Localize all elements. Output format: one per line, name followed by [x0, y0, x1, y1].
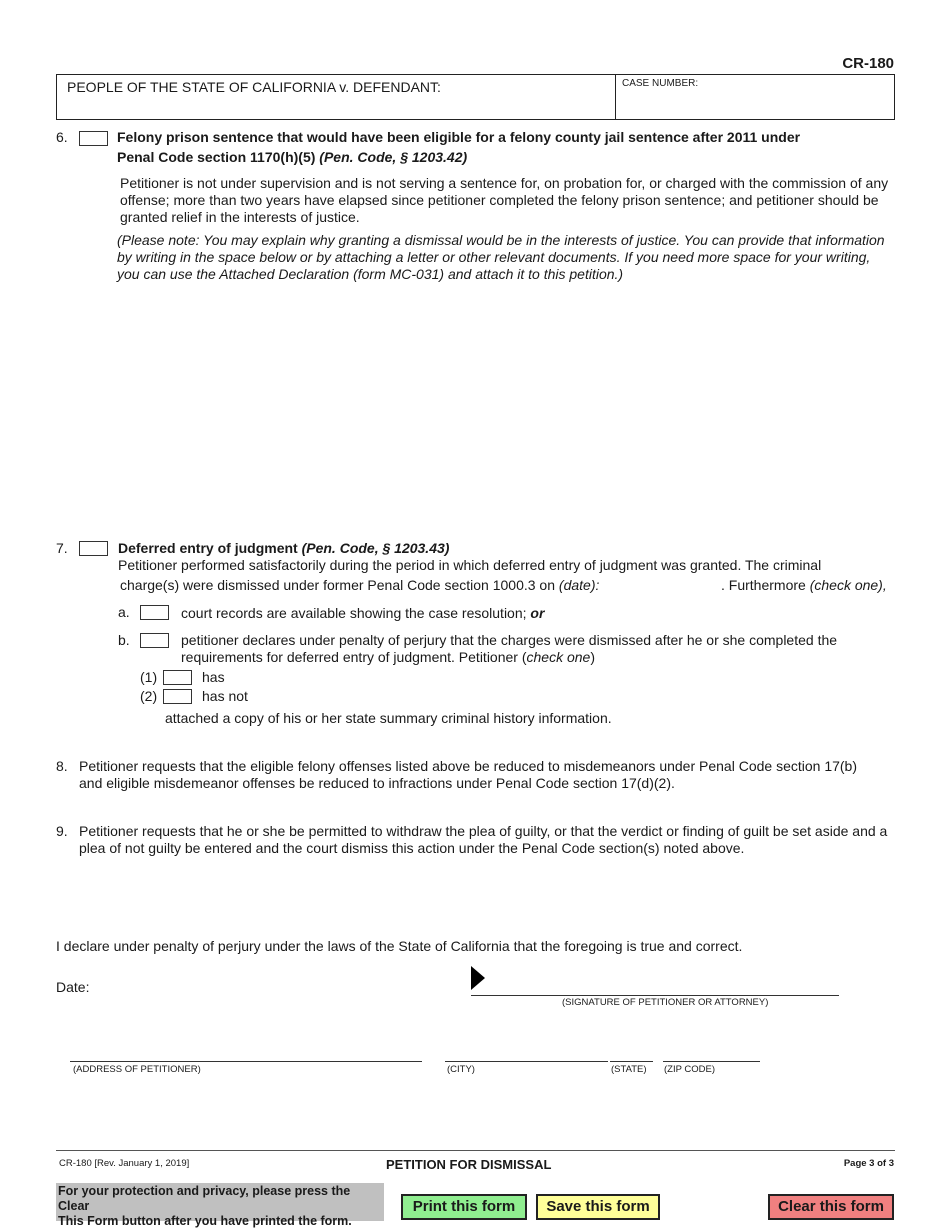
item6-body-l2: offense; more than two years have elapsed since petitioner completed the felony prison sentence; and petitioner should be [120, 192, 879, 208]
opt1-number: (1) [140, 669, 158, 685]
caption-parties: PEOPLE OF THE STATE OF CALIFORNIA v. DEFENDANT: [67, 79, 441, 95]
caption-divider [615, 75, 616, 119]
case-caption-box [56, 74, 895, 120]
address-line [70, 1061, 422, 1062]
item6-note-l2: by writing in the space below or by attaching a letter or other relevant documents. If you need more space for your writing, [117, 249, 871, 265]
item7a-text-main: court records are available showing the case resolution; [181, 605, 527, 621]
item7a-label: a. [118, 604, 130, 620]
zip-label: (ZIP CODE) [664, 1064, 716, 1075]
item7-body-l2a [120, 577, 599, 593]
page-number: Page 3 of 3 [843, 1158, 894, 1169]
item7-number: 7. [56, 540, 68, 556]
item6-title-code: Penal Code section 1170(h)(5) [117, 149, 316, 165]
has-not-checkbox[interactable] [163, 689, 192, 704]
item6-note-l3: you can use the Attached Declaration (form MC-031) and attach it to this petition.) [117, 266, 624, 282]
item7-title-cite: (Pen. Code, § 1203.43) [301, 540, 450, 556]
clear-button[interactable]: Clear this form [768, 1194, 894, 1220]
city-field[interactable] [445, 1040, 608, 1060]
item8-number: 8. [56, 758, 68, 774]
opt2-text: has not [202, 688, 248, 704]
item6-note-l1: (Please note: You may explain why granting a dismissal would be in the interests of justice. You can provide that information [117, 232, 885, 248]
zip-line [663, 1061, 760, 1062]
item6-title-line1: Felony prison sentence that would have been eligible for a felony county jail sentence after 2011 under [117, 129, 801, 145]
item9-l1: Petitioner requests that he or she be permitted to withdraw the plea of guilty, or that the verdict or finding of guilt be set aside and a [79, 823, 888, 839]
form-id: CR-180 [842, 55, 894, 72]
privacy-line1: For your protection and privacy, please press the Clear [58, 1184, 351, 1213]
item7b-close-paren: ) [590, 649, 596, 665]
item8-l2: and eligible misdemeanor offenses be reduced to infractions under Penal Code section 17(d)(2). [79, 775, 675, 791]
item7-date-field[interactable] [605, 574, 720, 594]
city-label: (CITY) [447, 1064, 475, 1075]
item6-body-l1: Petitioner is not under supervision and is not serving a sentence for, on probation for, or charged with the commission of any [120, 175, 889, 191]
privacy-notice [56, 1183, 384, 1228]
item6-title-line2 [117, 149, 467, 165]
item7-body-l1: Petitioner performed satisfactorily during the period in which deferred entry of judgment was granted. The criminal [118, 557, 822, 573]
item6-number: 6. [56, 129, 68, 145]
print-button[interactable]: Print this form [401, 1194, 527, 1220]
item8-l1: Petitioner requests that the eligible felony offenses listed above be reduced to misdemeanors under Penal Code section 17(b) [79, 758, 857, 774]
item7-body-l2b [721, 577, 887, 593]
item7-furthermore: . Furthermore [721, 577, 806, 593]
signature-label: (SIGNATURE OF PETITIONER OR ATTORNEY) [562, 997, 769, 1008]
save-button[interactable]: Save this form [536, 1194, 660, 1220]
item7-dismissed-text: charge(s) were dismissed under former Penal Code section 1000.3 on [120, 577, 556, 593]
date-field[interactable] [100, 975, 430, 997]
address-field[interactable] [70, 1040, 422, 1060]
footer-rule [56, 1150, 895, 1151]
address-label: (ADDRESS OF PETITIONER) [73, 1064, 201, 1075]
case-number-label: CASE NUMBER: [622, 78, 699, 89]
item7-check-one: (check one), [809, 577, 887, 593]
item7-title [118, 540, 449, 556]
item7-checkbox[interactable] [79, 541, 108, 556]
item7a-text [181, 605, 544, 621]
declaration-text: I declare under penalty of perjury under the laws of the State of California that the foregoing is true and correct. [56, 938, 743, 954]
opt1-text: has [202, 669, 225, 685]
item7b-label: b. [118, 632, 130, 648]
item9-l2: plea of not guilty be entered and the court dismiss this action under the Penal Code section(s) noted above. [79, 840, 745, 856]
item9-number: 9. [56, 823, 68, 839]
item7a-or: or [530, 605, 545, 621]
state-label: (STATE) [611, 1064, 647, 1075]
item7-date-label: (date): [558, 577, 600, 593]
form-revision: CR-180 [Rev. January 1, 2019] [59, 1158, 190, 1169]
item6-checkbox[interactable] [79, 131, 108, 146]
item7-attached-text: attached a copy of his or her state summary criminal history information. [165, 710, 612, 726]
state-field[interactable] [610, 1040, 653, 1060]
item6-title-cite: (Pen. Code, § 1203.42) [319, 149, 468, 165]
privacy-line2: This Form button after you have printed the form. [58, 1214, 352, 1228]
item6-body-l3: granted relief in the interests of justice. [120, 209, 360, 225]
has-checkbox[interactable] [163, 670, 192, 685]
signature-arrow-icon [471, 966, 487, 992]
item7b-text-l2 [181, 649, 595, 665]
zip-field[interactable] [663, 1040, 760, 1060]
state-line [610, 1061, 653, 1062]
opt2-number: (2) [140, 688, 158, 704]
form-title: PETITION FOR DISMISSAL [386, 1157, 552, 1172]
item6-explanation-field[interactable] [117, 290, 892, 525]
item7b-text-l1: petitioner declares under penalty of perjury that the charges were dismissed after he or she completed the [181, 632, 838, 648]
item7-title-text: Deferred entry of judgment [118, 540, 298, 556]
city-line [445, 1061, 608, 1062]
item7b-checkbox[interactable] [140, 633, 169, 648]
item7b-check-one: check one [526, 649, 591, 665]
item7a-checkbox[interactable] [140, 605, 169, 620]
signature-line [471, 995, 839, 996]
date-label: Date: [56, 979, 90, 995]
item7b-requirements: requirements for deferred entry of judgment. Petitioner ( [181, 649, 527, 665]
